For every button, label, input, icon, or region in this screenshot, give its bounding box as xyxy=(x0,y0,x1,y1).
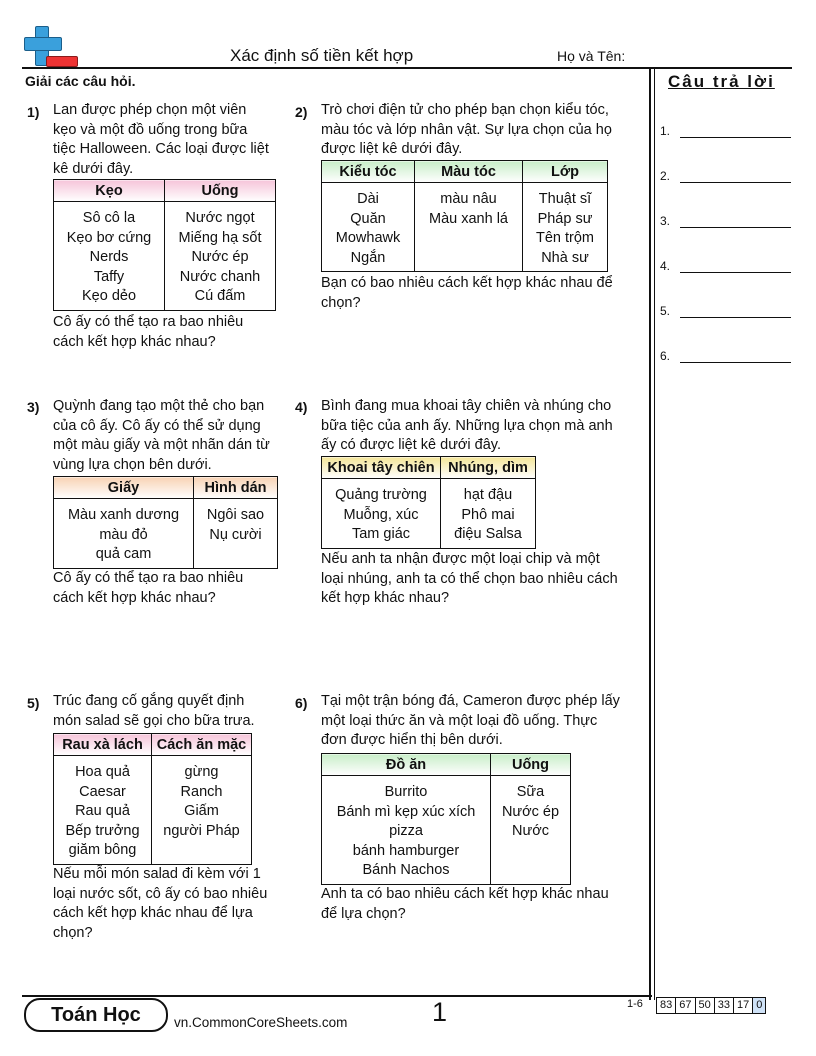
answer-number: 4. xyxy=(660,259,671,273)
problem-text: Quỳnh đang tạo một thẻ cho bạn của cô ấy. Cô ấy có thể sử dụng một màu giấy và một nhãn dán từ vùng lựa chọn bên dưới. xyxy=(53,398,270,473)
score-cell: 17 xyxy=(733,997,753,1014)
answer-row[interactable] xyxy=(660,304,795,320)
logo-plus-horizontal xyxy=(24,37,62,51)
instructions: Giải các câu hỏi. xyxy=(25,73,136,89)
problem-text: Lan được phép chọn một viên kẹo và một đồ uống trong bữa tiệc Halloween. Các loại được liệt kê dưới đây. xyxy=(53,102,269,177)
score-scale xyxy=(657,997,766,1014)
option-cell: Ngôi sao Nụ cười xyxy=(194,499,278,569)
option-cell: Sữa Nước ép Nước xyxy=(491,776,571,885)
answer-row[interactable] xyxy=(660,169,795,185)
brand-badge: Toán Học xyxy=(24,998,168,1032)
column-header: Rau xà lách xyxy=(54,734,152,756)
score-cell: 0 xyxy=(752,997,766,1014)
column-header: Hình dán xyxy=(194,477,278,499)
problem-number: 4) xyxy=(295,399,308,415)
option-cell: Hoa quả Caesar Rau quả Bếp trưởng giăm bông xyxy=(54,756,152,865)
answer-row[interactable] xyxy=(660,259,795,275)
score-cell: 67 xyxy=(675,997,695,1014)
answers-title: Câu trả lời xyxy=(668,72,775,91)
column-header: Kẹo xyxy=(54,180,165,202)
option-cell: màu nâu Màu xanh lá xyxy=(415,183,523,272)
options-table xyxy=(321,753,571,885)
answer-blank[interactable] xyxy=(680,137,791,138)
problem-number: 1) xyxy=(27,104,40,120)
option-cell: Thuật sĩ Pháp sư Tên trộm Nhà sư xyxy=(523,183,608,272)
answer-blank[interactable] xyxy=(680,362,791,363)
answer-blank[interactable] xyxy=(680,182,791,183)
problem-question: Nếu anh ta nhận được một loại chip và một loại nhúng, anh ta có thể chọn bao nhiêu cách kết hợp khác nhau? xyxy=(321,551,618,606)
problem-number: 2) xyxy=(295,104,308,120)
column-header: Lớp xyxy=(523,161,608,183)
problem-text: Trúc đang cố gắng quyết định món salad sẽ gọi cho bữa trưa. xyxy=(53,693,255,729)
problem-text: Bình đang mua khoai tây chiên và nhúng cho bữa tiệc của anh ấy. Những lựa chọn mà anh ấy có được liệt kê dưới đây. xyxy=(321,398,613,453)
header-rule xyxy=(22,67,792,69)
logo-minus-bar xyxy=(46,56,78,67)
answer-divider-thin xyxy=(654,67,655,1000)
option-cell: Nước ngọt Miếng hạ sốt Nước ép Nước chanh Cú đấm xyxy=(165,202,276,311)
problem-question: Cô ấy có thể tạo ra bao nhiêu cách kết hợp khác nhau? xyxy=(53,314,244,350)
answer-row[interactable] xyxy=(660,124,795,140)
options-table xyxy=(321,456,536,549)
worksheet-title: Xác định số tiền kết hợp xyxy=(230,46,414,65)
problem-number: 3) xyxy=(27,399,40,415)
column-header: Cách ăn mặc xyxy=(152,734,252,756)
name-label: Họ và Tên: xyxy=(557,48,626,64)
answer-row[interactable] xyxy=(660,214,795,230)
score-cell: 83 xyxy=(656,997,676,1014)
options-table xyxy=(321,160,608,272)
option-cell: Quảng trường Muỗng, xúc Tam giác xyxy=(322,479,441,549)
answer-number: 6. xyxy=(660,349,671,363)
column-header: Khoai tây chiên xyxy=(322,457,441,479)
column-header: Giấy xyxy=(54,477,194,499)
answer-divider xyxy=(649,67,651,1000)
problem-question: Anh ta có bao nhiêu cách kết hợp khác nhau để lựa chọn? xyxy=(321,886,609,922)
option-cell: Sô cô la Kẹo bơ cứng Nerds Taffy Kẹo dẻo xyxy=(54,202,165,311)
option-cell: hạt đậu Phô mai điệu Salsa xyxy=(441,479,536,549)
problem-text: Trò chơi điện tử cho phép bạn chọn kiểu tóc, màu tóc và lớp nhân vật. Sự lựa chọn của họ được liệt kê dưới đây. xyxy=(321,102,612,157)
column-header: Màu tóc xyxy=(415,161,523,183)
answer-number: 2. xyxy=(660,169,671,183)
column-header: Uống xyxy=(491,754,571,776)
option-cell: Màu xanh dương màu đỏ quả cam xyxy=(54,499,194,569)
column-header: Kiểu tóc xyxy=(322,161,415,183)
column-header: Đồ ăn xyxy=(322,754,491,776)
score-cell: 50 xyxy=(695,997,715,1014)
answer-blank[interactable] xyxy=(680,317,791,318)
option-cell: Dài Quăn Mowhawk Ngắn xyxy=(322,183,415,272)
problem-number: 5) xyxy=(27,695,40,711)
score-cell: 33 xyxy=(714,997,734,1014)
problem-question: Cô ấy có thể tạo ra bao nhiêu cách kết hợp khác nhau? xyxy=(53,570,244,606)
page-number: 1 xyxy=(432,997,448,1027)
answer-number: 3. xyxy=(660,214,671,228)
site-url[interactable]: vn.CommonCoreSheets.com xyxy=(174,1015,348,1030)
option-cell: gừng Ranch Giấm người Pháp xyxy=(152,756,252,865)
answer-number: 1. xyxy=(660,124,671,138)
answer-blank[interactable] xyxy=(680,272,791,273)
column-header: Uống xyxy=(165,180,276,202)
footer-rule xyxy=(22,995,652,997)
answer-number: 5. xyxy=(660,304,671,318)
answer-blank[interactable] xyxy=(680,227,791,228)
problem-text: Tại một trận bóng đá, Cameron được phép lấy một loại thức ăn và một loại đồ uống. Thực đơn được hiển thị bên dưới. xyxy=(321,693,620,748)
options-table xyxy=(53,733,252,865)
problem-range: 1-6 xyxy=(627,998,643,1010)
options-table xyxy=(53,476,278,569)
problem-question: Nếu mỗi món salad đi kèm với 1 loại nước sốt, cô ấy có bao nhiêu cách kết hợp khác nhau để lựa chọn? xyxy=(53,866,268,941)
option-cell: Burrito Bánh mì kẹp xúc xích pizza bánh hamburger Bánh Nachos xyxy=(322,776,491,885)
problem-question: Bạn có bao nhiêu cách kết hợp khác nhau để chọn? xyxy=(321,275,613,311)
problem-number: 6) xyxy=(295,695,308,711)
options-table xyxy=(53,179,276,311)
answer-row[interactable] xyxy=(660,349,795,365)
column-header: Nhúng, dìm xyxy=(441,457,536,479)
